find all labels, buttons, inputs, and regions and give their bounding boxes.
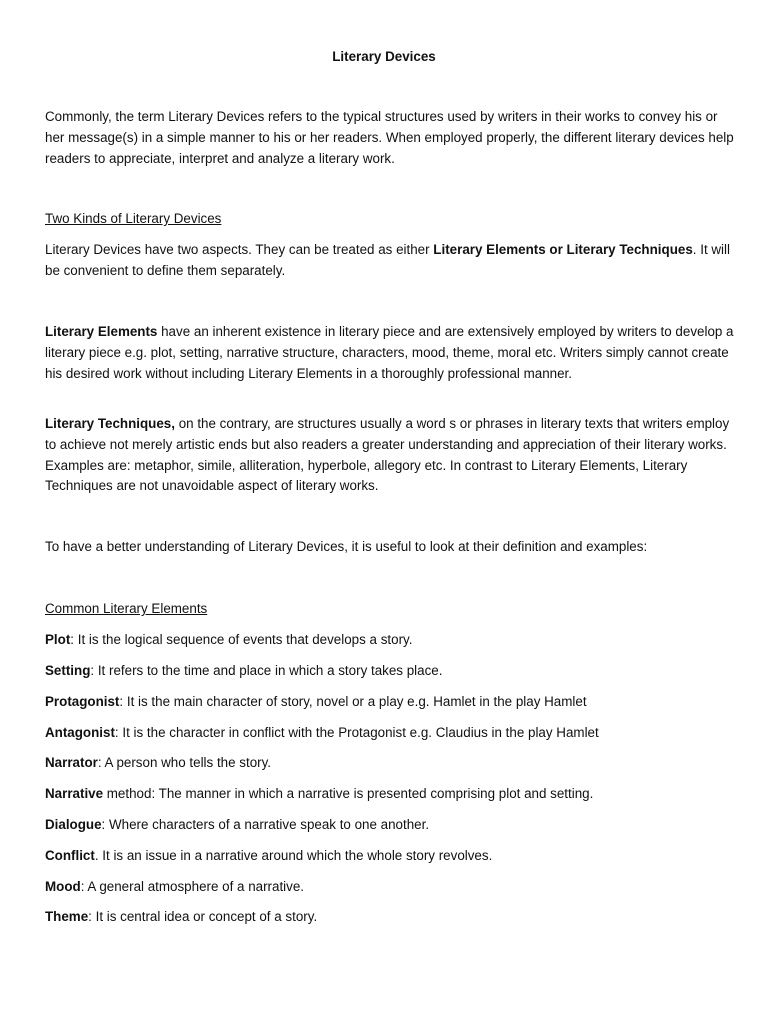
- list-item: [45, 692, 735, 712]
- two-kinds-text-a: Literary Devices have two aspects. They can be treated as either: [45, 242, 434, 257]
- intro-paragraph: Commonly, the term Literary Devices refers to the typical structures used by writers in their works to convey his or her message(s) in a simple manner to his or her readers. When employed properly, the different literary devices help readers to appreciate, interpret and analyze a literary work.: [45, 109, 734, 166]
- list-item-term: Plot: [45, 632, 71, 647]
- list-item-text: : It refers to the time and place in which a story takes place.: [90, 663, 443, 678]
- list-item: [45, 784, 735, 804]
- list-item-term: Narrator: [45, 755, 98, 770]
- list-item: [45, 815, 735, 835]
- list-item-text: . It is an issue in a narrative around which the whole story revolves.: [94, 848, 493, 863]
- literary-techniques-term: Literary Techniques,: [45, 416, 175, 431]
- list-item-term: Setting: [45, 663, 91, 678]
- list-item-term: Protagonist: [45, 694, 120, 709]
- list-item: [45, 630, 735, 650]
- section-heading-common-elements: Common Literary Elements: [45, 601, 208, 616]
- two-kinds-text-b: . It will be convenient to define them separately.: [45, 242, 730, 278]
- transition-paragraph: To have a better understanding of Literary Devices, it is useful to look at their definition and examples:: [45, 539, 648, 554]
- literary-elements-text: have an inherent existence in literary piece and are extensively employed by writers to develop a literary piece e.g. plot, setting, narrative structure, characters, mood, theme, moral etc. Writers simply cannot create his desired work without including Literary Elements in a thoroughly professional manner.: [45, 324, 734, 381]
- literary-techniques-paragraph: [45, 414, 735, 497]
- list-item-term: Antagonist: [45, 725, 115, 740]
- list-item: [45, 661, 735, 681]
- list-item-text: : It is the logical sequence of events that develops a story.: [70, 632, 413, 647]
- list-item-text: : A general atmosphere of a narrative.: [80, 879, 305, 894]
- list-item-text: method: The manner in which a narrative is presented comprising plot and setting.: [103, 786, 594, 801]
- list-item-term: Theme: [45, 909, 89, 924]
- list-item: [45, 723, 735, 743]
- list-item-text: : It is the main character of story, novel or a play e.g. Hamlet in the play Hamlet: [119, 694, 587, 709]
- two-kinds-paragraph: [45, 240, 735, 282]
- list-item: [45, 846, 735, 866]
- list-item-text: : Where characters of a narrative speak to one another.: [101, 817, 430, 832]
- literary-elements-paragraph: [45, 322, 735, 384]
- two-kinds-bold-terms: Literary Elements or Literary Techniques: [433, 242, 693, 257]
- list-item-term: Narrative: [45, 786, 104, 801]
- literary-elements-term: Literary Elements: [45, 324, 158, 339]
- list-item: [45, 753, 735, 773]
- list-item-term: Conflict: [45, 848, 95, 863]
- page-title: Literary Devices: [332, 49, 436, 64]
- list-item: [45, 907, 735, 927]
- list-item-text: : It is central idea or concept of a story.: [88, 909, 318, 924]
- list-item: [45, 877, 735, 897]
- list-item-term: Dialogue: [45, 817, 102, 832]
- section-heading-two-kinds: Two Kinds of Literary Devices: [45, 211, 222, 226]
- list-item-text: : A person who tells the story.: [97, 755, 272, 770]
- list-item-term: Mood: [45, 879, 81, 894]
- list-item-text: : It is the character in conflict with the Protagonist e.g. Claudius in the play Hamlet: [114, 725, 599, 740]
- literary-techniques-text: on the contrary, are structures usually a word s or phrases in literary texts that writers employ to achieve not merely artistic ends but also readers a greater understanding and appreciation of their literary works. Examples are: metaphor, simile, alliteration, hyperbole, allegory etc. In contrast to Literary Elements, Literary Techniques are not unavoidable aspect of literary works.: [45, 416, 730, 494]
